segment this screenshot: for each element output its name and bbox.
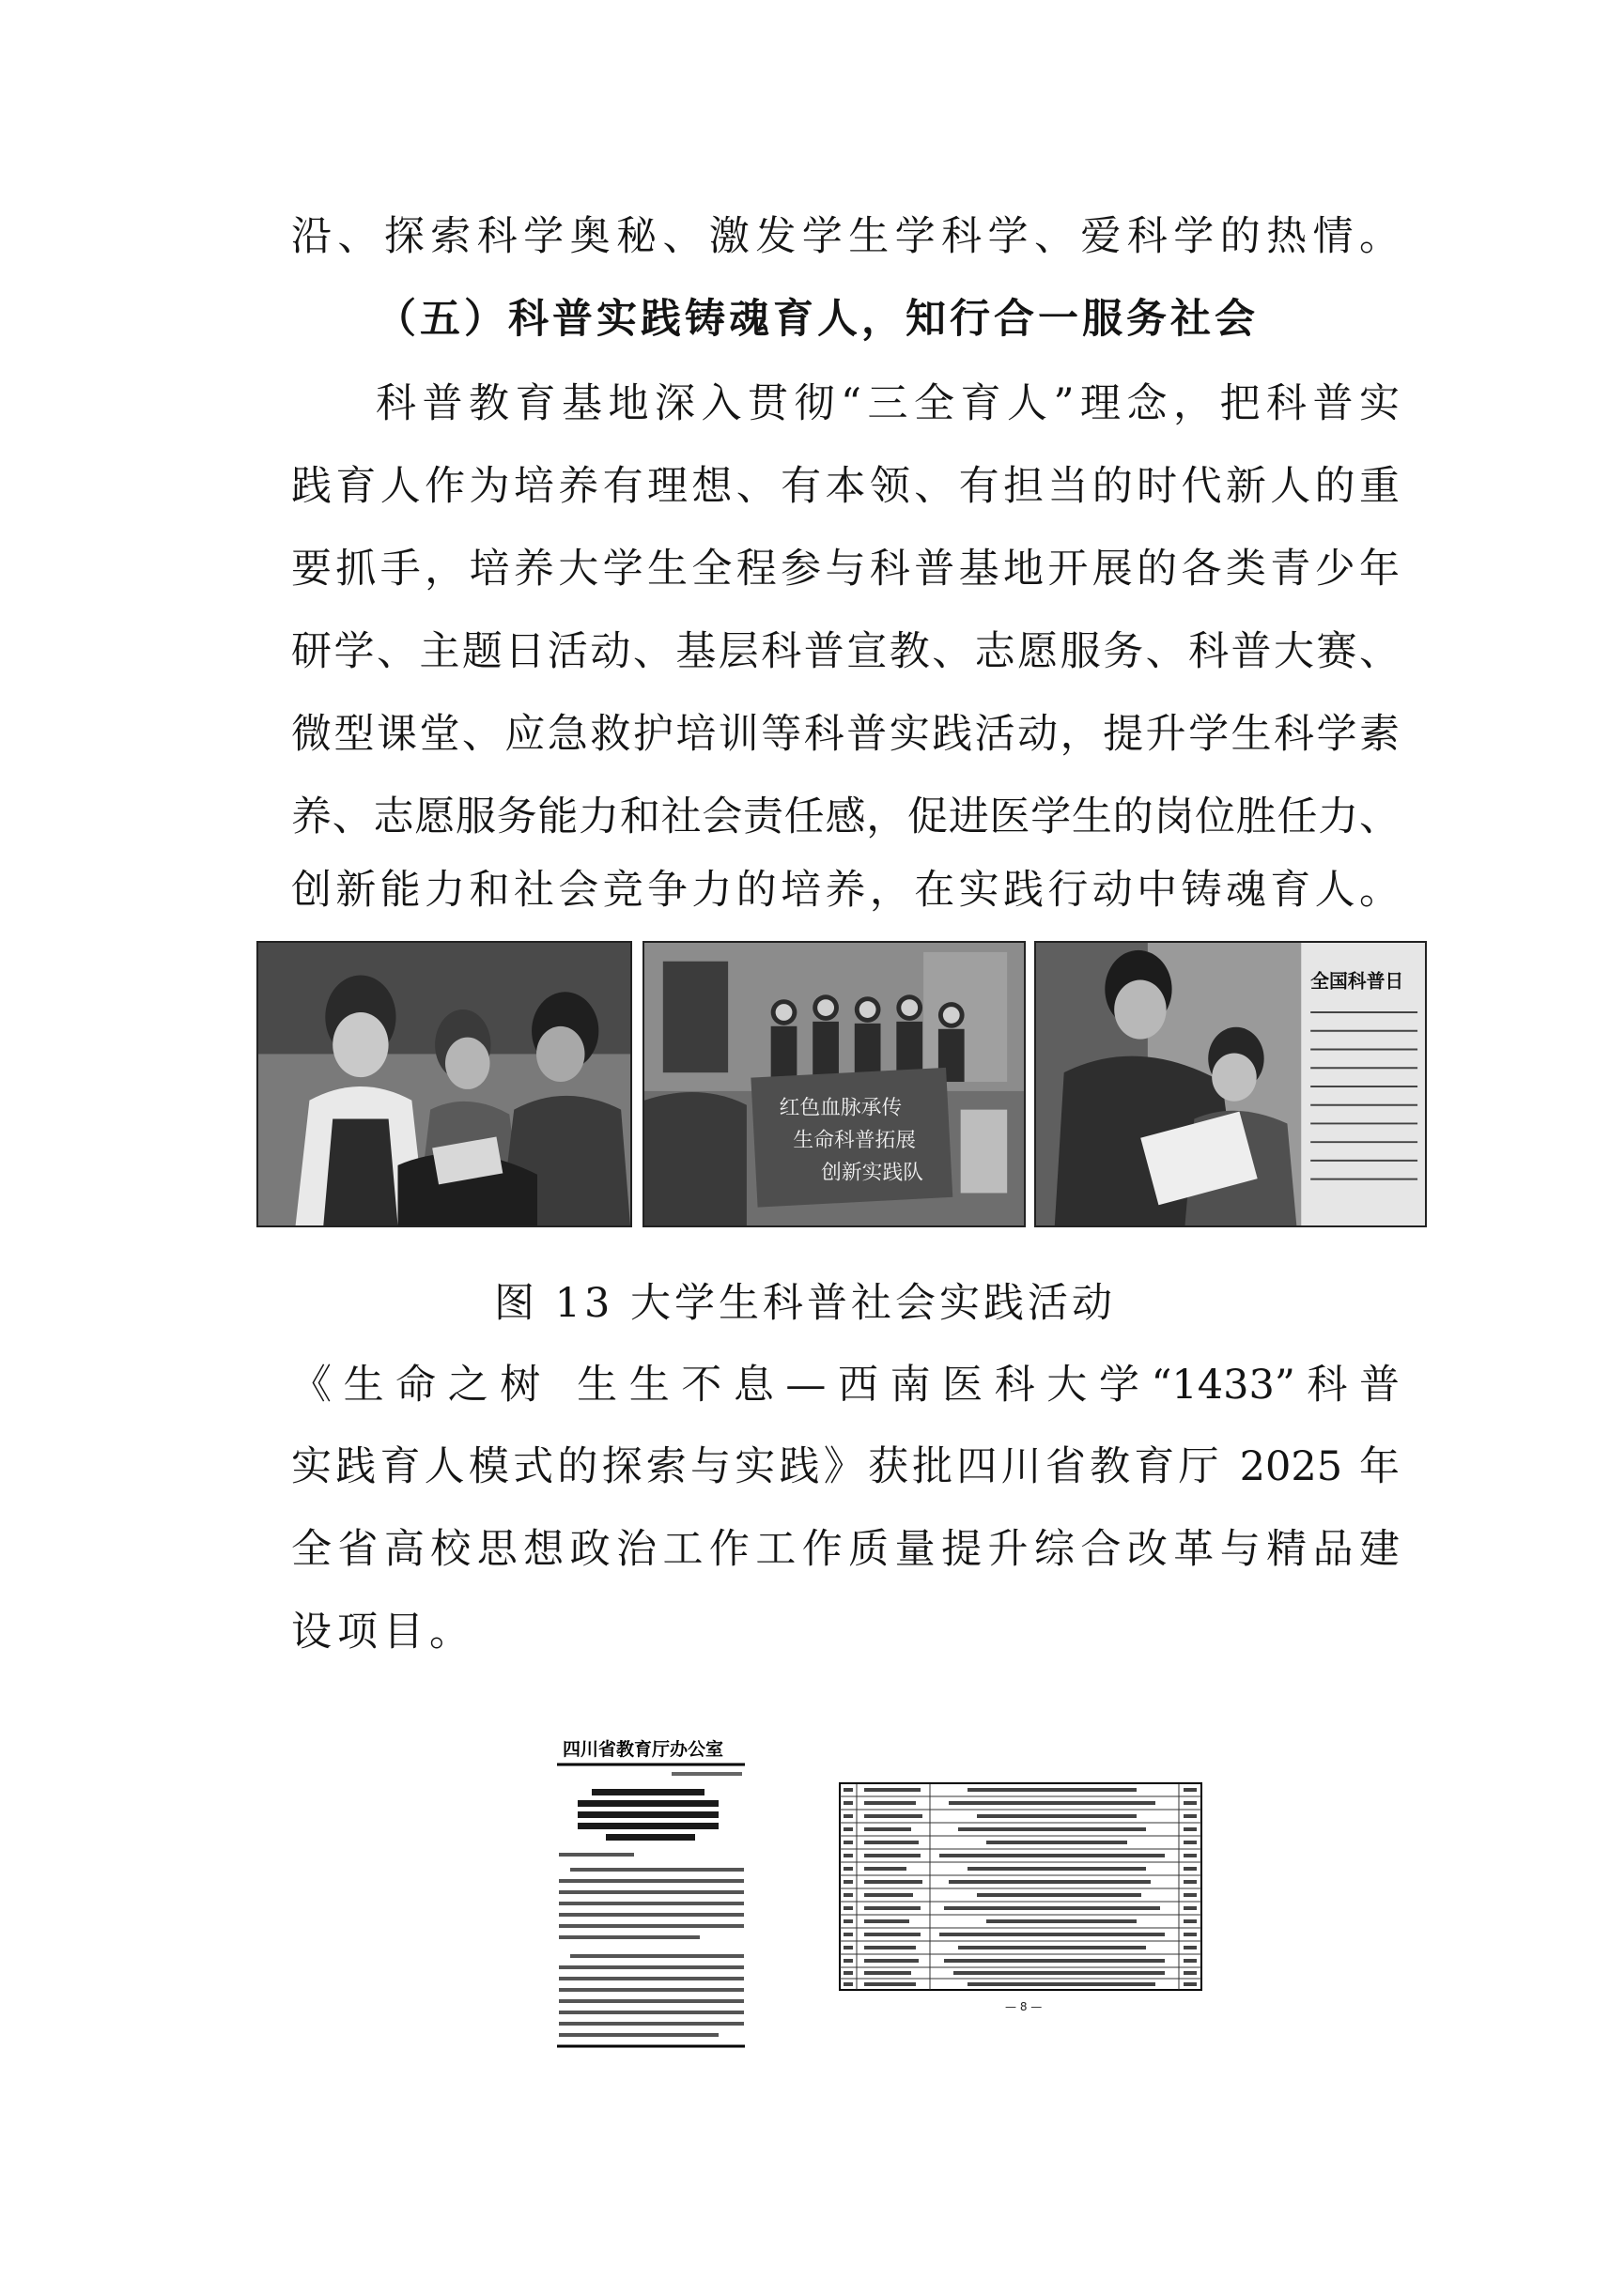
body-line-5: 要抓手，培养大学生全程参与科普基地开展的各类青少年	[291, 546, 1400, 593]
project-table-thumbnail	[836, 1780, 1207, 2019]
photo-volunteer-team-banner	[642, 941, 1026, 1227]
para2-line-2: 实践育人模式的探索与实践》获批四川省教育厅 2025 年	[291, 1443, 1400, 1490]
body-line-7: 微型课堂、应急救护培训等科普实践活动，提升学生科学素	[291, 711, 1400, 758]
body-line-9: 创新能力和社会竞争力的培养，在实践行动中铸魂育人。	[291, 867, 1400, 914]
para2-line-1: 《生命之树 生生不息—西南医科大学“1433”科普	[291, 1362, 1400, 1409]
body-line-1: 沿、探索科学奥秘、激发学生学科学、爱科学的热情。	[291, 213, 1400, 260]
section-heading: （五）科普实践铸魂育人，知行合一服务社会	[376, 296, 1259, 343]
body-line-8: 养、志愿服务能力和社会责任感，促进医学生的岗位胜任力、	[291, 794, 1400, 840]
notice-header: 四川省教育厅办公室	[563, 1739, 724, 1760]
photo-students-teaching	[256, 941, 632, 1227]
photo-science-poster-reading	[1034, 941, 1427, 1227]
body-line-6: 研学、主题日活动、基层科普宣教、志愿服务、科普大赛、	[291, 628, 1400, 675]
banner-line-3: 创新实践队	[821, 1161, 924, 1185]
notice-document-thumbnail	[550, 1733, 751, 2052]
body-line-4: 践育人作为培养有理想、有本领、有担当的时代新人的重	[291, 463, 1400, 510]
banner-line-1: 红色血脉承传	[779, 1096, 903, 1120]
figure-caption: 图 13 大学生科普社会实践活动	[493, 1280, 1117, 1327]
body-line-3: 科普教育基地深入贯彻“三全育人”理念，把科普实	[376, 380, 1400, 427]
banner-line-2: 生命科普拓展	[793, 1129, 917, 1153]
para2-line-3: 全省高校思想政治工作工作质量提升综合改革与精品建	[291, 1526, 1400, 1573]
table-page-number: — 8 —	[1005, 2000, 1043, 2013]
poster-title: 全国科普日	[1310, 970, 1404, 993]
para2-line-4: 设项目。	[291, 1609, 475, 1656]
